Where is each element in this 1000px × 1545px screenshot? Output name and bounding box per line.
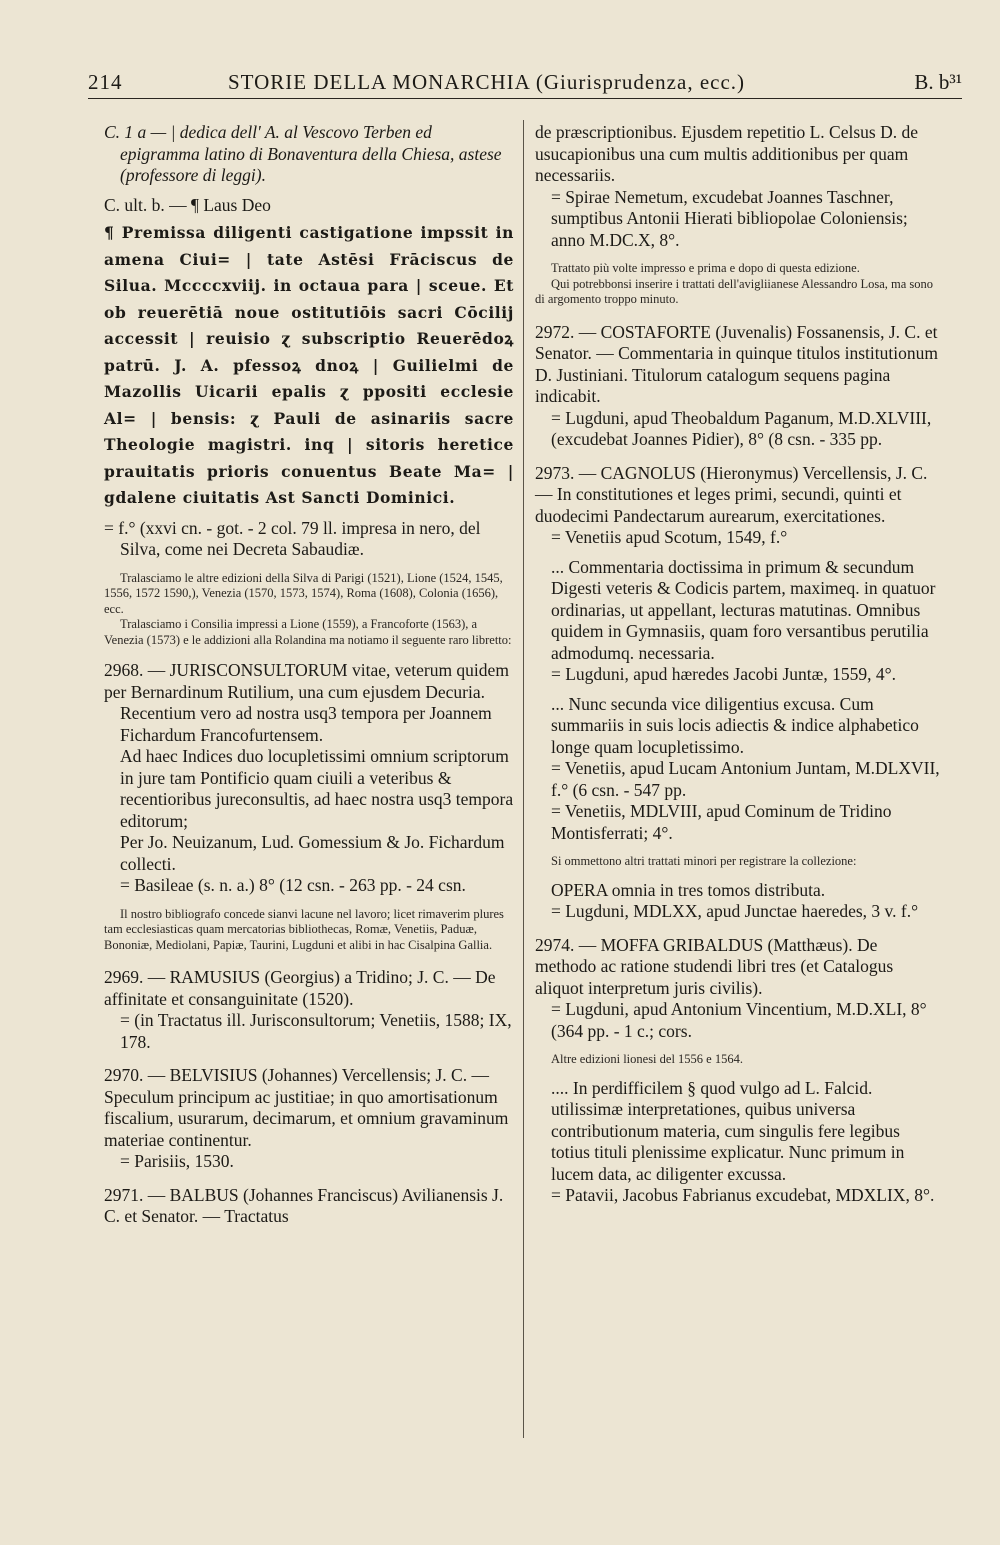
entry-2971-imprint: = Spirae Nemetum, excudebat Joannes Taschner, sumptibus Antonii Hierati bibliopolae Coloniensis; anno M.DC.X, 8°. xyxy=(551,186,908,250)
left-column xyxy=(104,122,514,1228)
entry-2968-collectors: Per Jo. Neuizanum, Lud. Gomessium & Jo. Fichardum collecti. xyxy=(120,832,505,874)
entry-2968-recentium: Recentium vero ad nostra usq3 tempora per Joannem Fichardum Francofurtensem. xyxy=(120,703,492,745)
entry-2974-imprint-1549: = Patavii, Jacobus Fabrianus excudebat, MDXLIX, 8°. xyxy=(551,1185,935,1205)
right-column xyxy=(535,122,943,1207)
entry-2973-title: 2973. — CAGNOLUS (Hieronymus) Vercellensis, J. C. — In constitutiones et leges primi, secundi, quinti et duodecimi Pandectarum aurearum, exercitationes. xyxy=(535,462,928,526)
footnote-editions: Tralasciamo le altre edizioni della Silva di Parigi (1521), Lione (1524, 1545, 1556, 1572 1590,), Venezia (1570, 1573, 1574), Roma (1608), Colonia (1656), ecc. xyxy=(104,570,503,616)
entry-2968-title: 2968. — JURISCONSULTORUM vitae, veterum quidem per Bernardinum Rutilium, una cum ejusdem Decuria. xyxy=(104,660,509,702)
entry-2970-title: 2970. — BELVISIUS (Johannes) Vercellensis; J. C. — Speculum principum ac justitiae; in quo amortisationum fiscalium, usurarum, decimarum, et omnium gravaminum materiae continentur. xyxy=(104,1065,509,1150)
entry-2968-imprint: = Basileae (s. n. a.) 8° (12 csn. - 263 pp. - 24 csn. xyxy=(120,875,466,895)
entry-2973-imprint-1567: = Venetiis, apud Lucam Antonium Juntam, M.DLXVII, f.° (6 csn. - 547 pp. xyxy=(551,758,940,800)
entry-2973-imprint-1558: = Venetiis, MDLVIII, apud Cominum de Tridino Montisferrati; 4°. xyxy=(551,801,892,843)
footnote-bibliographer: Il nostro bibliografo concede sianvi lacune nel lavoro; licet rimaverim plures tam ecclesiasticas quam mercatorias bibliothecas, Romæ, Venetiis, Paduæ, Bononiæ, Mediolani, Papiæ, Taurini, Lugduni et alibi in hac Cisalpina Gallia. xyxy=(104,906,504,952)
entry-2971-title: 2971. — BALBUS (Johannes Franciscus) Avilianensis J. C. et Senator. — Tractatus xyxy=(104,1184,504,1226)
entry-2968-indices: Ad haec Indices duo locupletissimi omnium scriptorum in jure tam Pontificio quam ciuili a veteribus & recentioribus jureconsultis, ad haec nostra usq3 tempora editorum; xyxy=(120,746,514,831)
footnote-lyon-editions: Altre edizioni lionesi del 1556 e 1564. xyxy=(551,1052,743,1066)
entry-2970-imprint: = Parisiis, 1530. xyxy=(120,1151,234,1171)
entry-2973-opera: OPERA omnia in tres tomos distributa. xyxy=(551,879,826,900)
footnote-losa: Qui potrebbonsi inserire i trattati dell'avigliianese Alessandro Losa, ma sono di argomento troppo minuto. xyxy=(535,276,934,306)
entry-2972-title: 2972. — COSTAFORTE (Juvenalis) Fossanensis, J. C. et Senator. — Commentaria in quinque titulos institutionum D. Justiniani. Titulorum catalogum sequens pagina indicabit. xyxy=(535,321,938,406)
entry-2973-secunda: ... Nunc secunda vice diligentius excusa. Cum summariis in suis locis adiectis & indice alphabetico longe quam locupletissimo. xyxy=(551,693,919,757)
format-note: = f.° (xxvi cn. - got. - 2 col. 79 ll. impresa in nero, del Silva, come nei Decreta Sabaudiæ. xyxy=(104,517,481,559)
entry-2969-title: 2969. — RAMUSIUS (Georgius) a Tridino; J. C. — De affinitate et consanguinitate (1520). xyxy=(104,967,496,1009)
entry-2974-perdifficilem: .... In perdifficilem § quod vulgo ad L. Falcid. utilissimæ interpretationes, quibus universa contributionum materia, cum singulis fere legibus totius tituli plenissime explicatur. Nunc primum in lucem data, ac diligenter excussa. xyxy=(551,1077,905,1184)
entry-2974-imprint-1541: = Lugduni, apud Antonium Vincentium, M.D.XLI, 8° (364 pp. - 1 c.; cors. xyxy=(551,999,927,1041)
entry-2974-title: 2974. — MOFFA GRIBALDUS (Matthæus). De methodo ac ratione studendi libri tres (et Catalogus aliquot interpretum juris civilis). xyxy=(535,934,894,998)
entry-2973-imprint-1549: = Venetiis apud Scotum, 1549, f.° xyxy=(551,527,788,547)
gothic-colophon: ¶ Premissa diligenti castigatione impssit in amena Ciui= | tate Astēsi Frāciscus de Silua. Mccccxviij. in octaua para | sceue. Et ob reuerētiā noue ostitutiōis sacri Cōcilij accessit | reuisio ɀ subscriptio Reuerēdoꝝ patrū. J. A. pfessoꝝ dnoꝝ | Guilielmi de Mazollis Uicarii epalis ɀ ppositi ecclesie Al= | bensis: ɀ Pauli de asinariis sacre Theologie magistri. inq | sitoris heretice prauitatis prioris conuentus Beate Ma= | gdalene ciuitatis Ast Sancti Dominici. xyxy=(104,223,514,507)
entry-2973-imprint-1570: = Lugduni, MDLXX, apud Junctae haeredes, 3 v. f.° xyxy=(551,901,919,921)
entry-2973-imprint-1559: = Lugduni, apud hæredes Jacobi Juntæ, 1559, 4°. xyxy=(551,664,896,684)
colophon-heading: C. ult. b. — ¶ Laus Deo xyxy=(104,194,271,215)
footnote-consilia: Tralasciamo i Consilia impressi a Lione (1559), a Francoforte (1563), a Venezia (1573) e le addizioni alla Rolandina ma notiamo il seguente raro libretto: xyxy=(104,617,512,647)
entry-2973-commentaria: ... Commentaria doctissima in primum & secundum Digesti veteris & Codicis partem, maximeq. in quatuor ordinarias, ut appellant, lecturas matutinas. Omnibus quidem in Gymnasiis, quam foro versantibus perutilia admodumq. necessaria. xyxy=(551,556,936,663)
running-header xyxy=(88,64,962,99)
entry-2971-continuation: de præscriptionibus. Ejusdem repetitio L. Celsus D. de usucapionibus una cum multis additionibus per quam necessariis. xyxy=(535,122,919,185)
page-number: 214 xyxy=(88,70,123,94)
column-divider xyxy=(523,120,524,1438)
entry-2969-imprint: = (in Tractatus ill. Jurisconsultorum; Venetiis, 1588; IX, 178. xyxy=(120,1010,512,1052)
running-title: STORIE DELLA MONARCHIA (Giurisprudenza, ecc.) xyxy=(228,70,746,94)
signature-mark: B. b³¹ xyxy=(914,70,962,94)
footnote-omitted: Si ommettono altri trattati minori per registrare la collezione: xyxy=(551,854,857,868)
entry-2972-imprint: = Lugduni, apud Theobaldum Paganum, M.D.XLVIII, (excudebat Joannes Pidier), 8° (8 csn. - 335 pp. xyxy=(551,407,932,449)
dedication-note: C. 1 a — | dedica dell' A. al Vescovo Terben ed epigramma latino di Bonaventura della Chiesa, astese (professore di leggi). xyxy=(104,122,502,185)
footnote-treatise: Trattato più volte impresso e prima e dopo di questa edizione. xyxy=(551,261,860,275)
